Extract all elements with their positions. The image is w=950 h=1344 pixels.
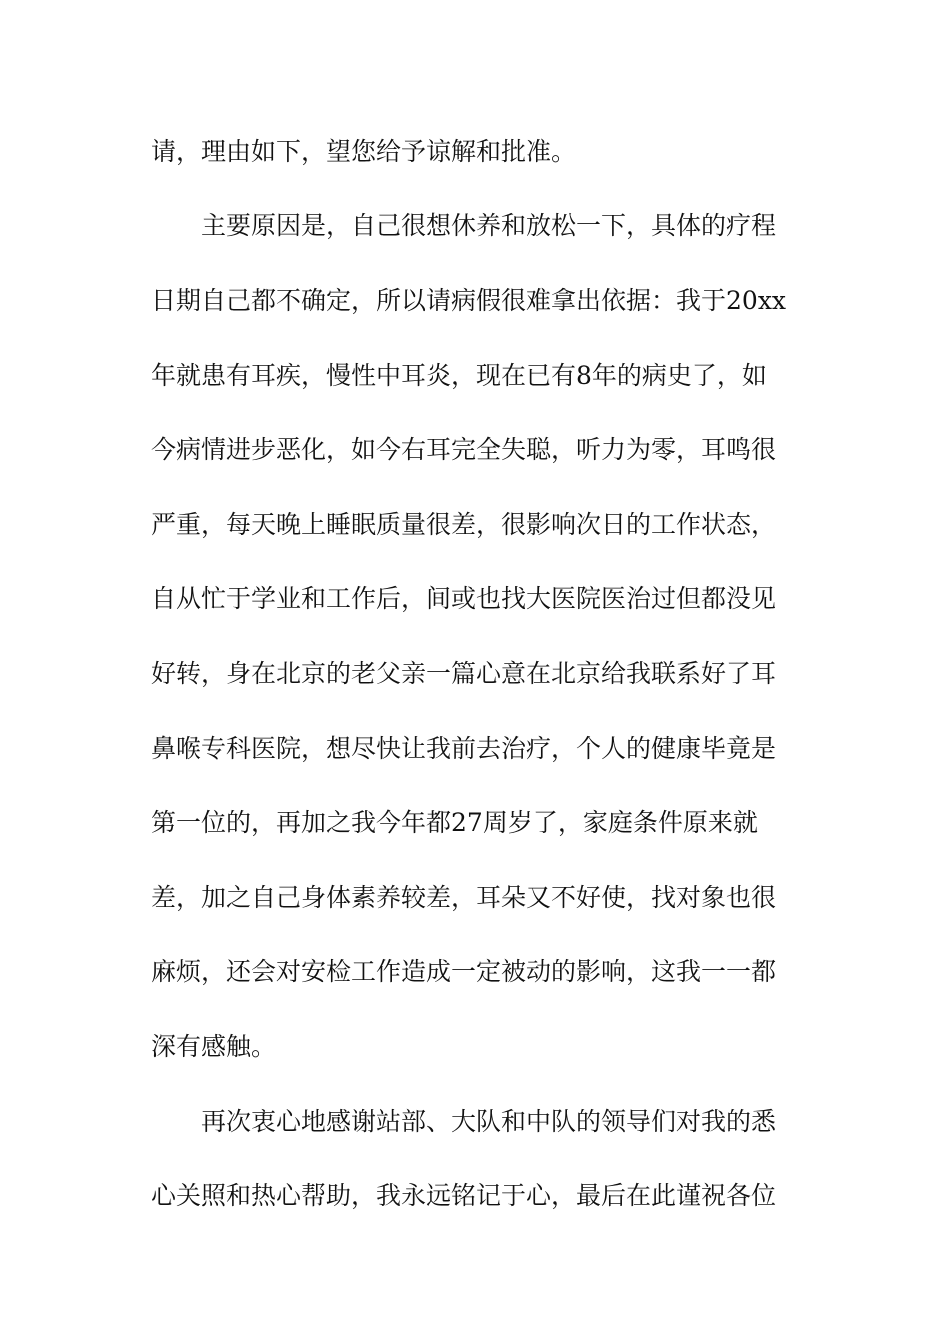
text-line: 日期自己都不确定，所以请病假很难拿出依据：我于20xx xyxy=(151,286,787,315)
text-line: 好转，身在北京的老父亲一篇心意在北京给我联系好了耳 xyxy=(151,659,777,688)
paragraph-first-line: 主要原因是，自己很想休养和放松一下，具体的疗程 xyxy=(201,211,777,240)
text-line: 鼻喉专科医院，想尽快让我前去治疗，个人的健康毕竟是 xyxy=(151,734,777,763)
text-line: 麻烦，还会对安检工作造成一定被动的影响，这我一一都 xyxy=(151,957,777,986)
text-line: 心关照和热心帮助，我永远铭记于心，最后在此谨祝各位 xyxy=(151,1181,777,1210)
text-line: 年就患有耳疾，慢性中耳炎，现在已有8年的病史了，如 xyxy=(151,361,767,390)
text-line: 深有感触。 xyxy=(151,1032,277,1061)
text-line: 第一位的，再加之我今年都27周岁了，家庭条件原来就 xyxy=(151,808,758,837)
text-line: 严重，每天晚上睡眠质量很差，很影响次日的工作状态， xyxy=(151,510,777,539)
paragraph-first-line: 再次衷心地感谢站部、大队和中队的领导们对我的悉 xyxy=(201,1107,777,1136)
text-line: 今病情进步恶化，如今右耳完全失聪，听力为零，耳鸣很 xyxy=(151,435,777,464)
text-line: 差，加之自己身体素养较差，耳朵又不好使，找对象也很 xyxy=(151,883,777,912)
text-line: 自从忙于学业和工作后，间或也找大医院医治过但都没见 xyxy=(151,584,777,613)
text-line: 请，理由如下，望您给予谅解和批准。 xyxy=(151,137,577,166)
